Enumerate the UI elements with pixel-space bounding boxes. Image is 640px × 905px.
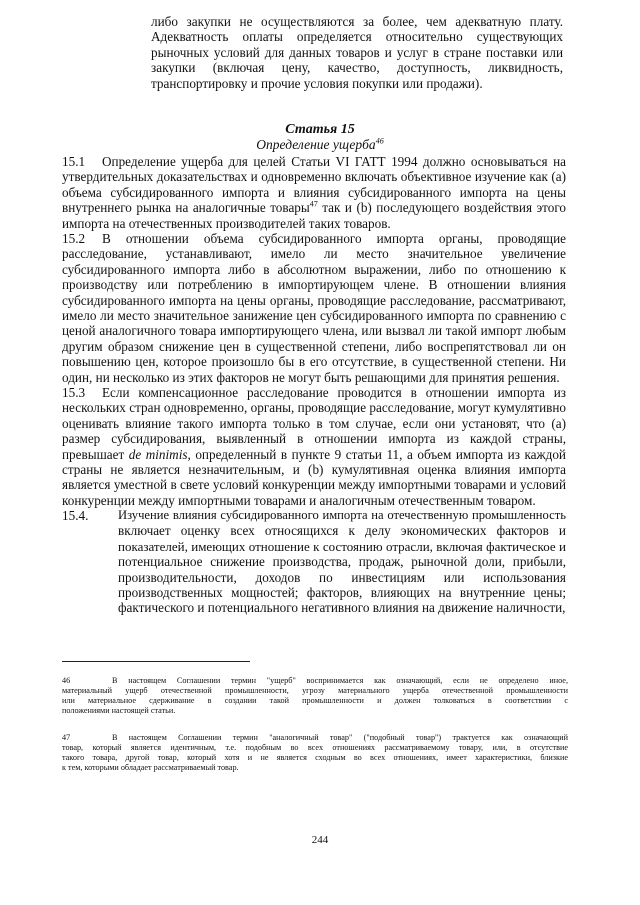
footnote-line: к тем, которыми обладает рассматриваемый товар. (62, 763, 239, 772)
page-number: 244 (311, 834, 329, 846)
text-line: закупки (включая цену, качество, доступность, ликвидность, (151, 60, 563, 76)
text-line: В отношении объема субсидированного импорта органы, проводящие (102, 231, 566, 246)
paragraph-number: 15.4. (62, 508, 89, 523)
text-line: оценивать влияние такого импорта только в том случае, если они установят, что (a) (62, 415, 566, 431)
text-line: потенциальное снижение производства, продаж, рыночной доли, прибыли, (118, 554, 566, 570)
text-line: включает оценку всех относящихся к делу экономических факторов и (118, 523, 566, 539)
paragraph-15-1 (62, 154, 566, 231)
text-line: ценой аналогичного товара импортирующего члена, или вызвал ли такой импорт любым (62, 323, 566, 339)
text-line: является уместной в свете условий конкуренции между импортными товарами и условий (62, 477, 566, 493)
footnote-47 (62, 733, 568, 773)
text-line: расследование, устанавливают, имело ли место значительное увеличение (62, 246, 566, 262)
text-line: производству или потреблению в импортирующем члене. В отношении влияния (62, 277, 566, 293)
text-line: Изучение влияния субсидированного импорта на отечественную промышленность (118, 508, 566, 522)
footnote-line: товар, который является идентичным, т.е. подобным во всех отношениях рассматриваемому товару, или, в отсутствие (62, 743, 568, 752)
latin-term: de minimis (128, 446, 188, 462)
footnote-separator (62, 661, 250, 662)
footnote-line: материальный ущерб отечественной промышленности, угрозу материального ущерба отечественной промышленности (62, 686, 568, 695)
paragraph-15-4 (118, 508, 566, 616)
text-line: импорта на отечественных производителей таких товаров. (62, 215, 391, 231)
paragraph-number: 15.2 (62, 231, 86, 246)
text-line: конкуренции между импортными товарами и аналогичным отечественным товаром. (62, 492, 536, 508)
footnote-ref: 47 (309, 199, 318, 209)
intro-paragraph (151, 14, 563, 91)
paragraph-number: 15.1 (62, 154, 86, 169)
paragraph-15-3 (62, 385, 566, 508)
text-line: нескольких стран одновременно, органы, проводящие расследование, могут кумулятивно (62, 400, 566, 416)
text-line: превышает de minimis, определенный в пункте 9 статьи 11, а объем импорта из каждой (62, 446, 566, 462)
footnote-ref: 46 (375, 136, 384, 146)
text-line: Если компенсационное расследование проводится в отношении импорта из (102, 385, 566, 400)
text-line: другим образом снижение цен в существенной степени, либо воспрепятствовал ли он (62, 338, 566, 354)
text-line: страны не является незначительным, и (b) кумулятивная оценка влияния импорта (62, 462, 566, 478)
footnote-line: такого товара, другой товар, который хотя и не является сходным во всех отношениях, имеет характеристики, близкие (62, 753, 568, 762)
text-line: повышению цен, которое произошло бы в его отсутствие, в существенной степени. Ни (62, 354, 566, 370)
footnote-number: 47 (62, 733, 71, 742)
text-line: имело ли место значительное занижение цен субсидированного импорта по сравнению с (62, 308, 566, 324)
footnote-number: 46 (62, 676, 71, 685)
text-line: Определение ущерба для целей Статьи VI ГАТТ 1994 должно основываться на (102, 154, 566, 169)
text-line: объема субсидированного импорта и влияния субсидированного импорта на цены (62, 184, 566, 200)
text-line: производительности, доходов по инвестициям или использования (118, 569, 566, 585)
text-line: рыночных условий для данных товаров и услуг в стране поставки или (151, 44, 563, 60)
footnote-line: В настоящем Соглашении термин "аналогичный товар" ("подобный товар") трактуется как означающий (112, 733, 568, 742)
paragraph-15-2 (62, 231, 566, 385)
text-line: внутреннего рынка на аналогичные товары$^{47}$ так и (b) последующего воздействия этого (62, 199, 567, 216)
text-line: один, ни несколько из этих факторов не могут быть решающими для принятия решения. (62, 369, 560, 385)
paragraph-number: 15.3 (62, 385, 86, 400)
text-line: размер субсидирования, выявленный в отношении импорта из каждой страны, (62, 431, 566, 447)
text-line: показателей, имеющих отношение к состоянию отрасли, включая фактическое и (118, 538, 566, 554)
article-title: Статья 15 (285, 122, 355, 137)
text-line: производственных мощностей; факторов, влияющих на внутренние цены; (118, 585, 566, 601)
footnote-line: положениями настоящей статьи. (62, 706, 176, 715)
footnote-46 (62, 676, 568, 716)
text-line: фактического и потенциального негативного влияния на движение наличности, (118, 600, 566, 616)
text-line: транспортировку и прочие условия покупки или продажи). (151, 75, 483, 91)
text-line: Адекватность оплаты определяется относительно существующих (151, 29, 563, 45)
text-line: либо закупки не осуществляются за более, чем адекватную плату. (151, 14, 563, 29)
text-line: утвердительных доказательствах и одновременно включать объективное изучение как (a) (62, 169, 566, 185)
footnote-line: или материальное сдерживание в создании такой промышленности и должен толковаться в соответствии с (62, 696, 568, 705)
article-subtitle: Определение ущерба$^{46}$ (256, 136, 384, 152)
footnote-line: В настоящем Соглашении термин "ущерб" воспринимается как означающий, если не определено иное, (112, 676, 568, 685)
text-line: субсидированного импорта на цены органы, проводящие расследование, рассматривают, (62, 292, 566, 308)
text-line: субсидированного импорта либо в абсолютном выражении, либо по отношению к (62, 261, 566, 277)
